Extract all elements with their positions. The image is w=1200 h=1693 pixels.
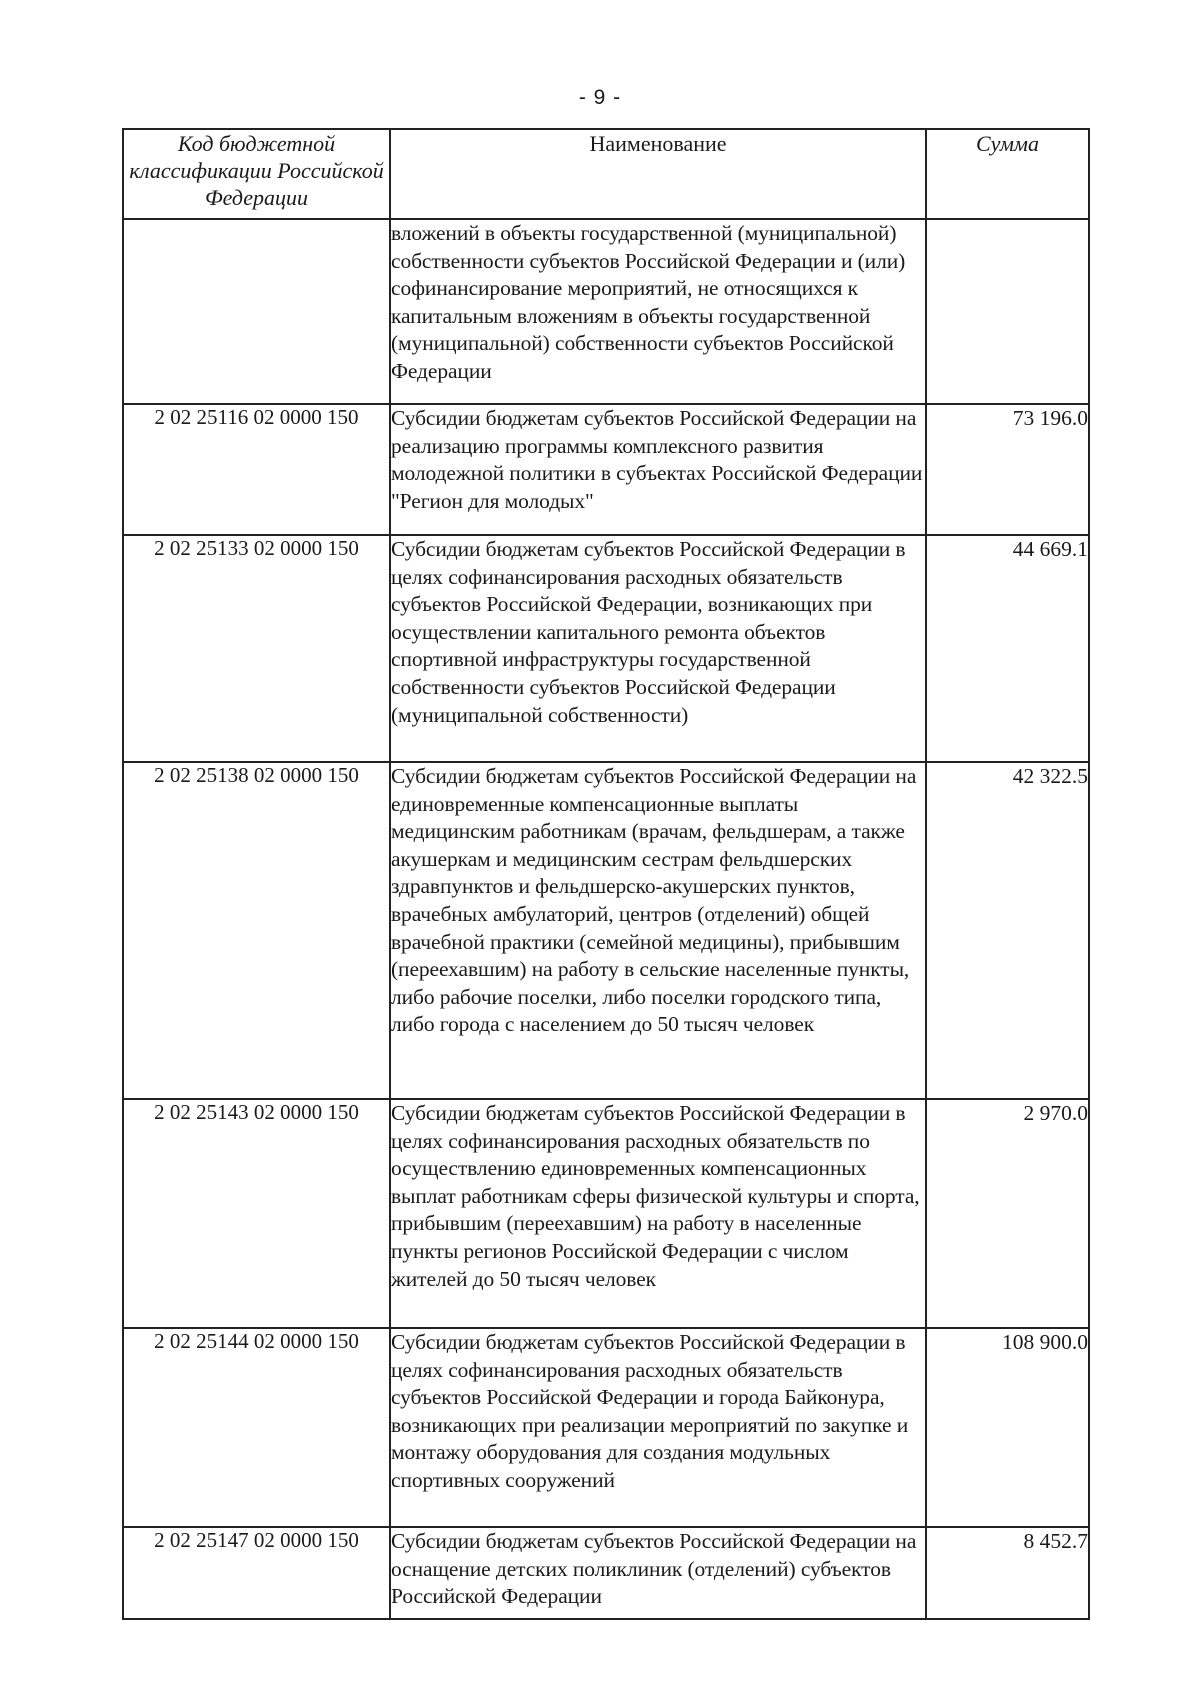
row-sum: 2 970.0 [926,1099,1089,1328]
table-header-row [123,129,1089,219]
header-code: Код бюджетной классификации Российской Федерации [123,129,390,219]
row-sum: 73 196.0 [926,404,1089,535]
table-row [123,219,1089,404]
row-name: Субсидии бюджетам субъектов Российской Федерации в целях софинансирования расходных обязательств по осуществлению единовременных компенсационных выплат работникам сферы физической культуры и спорта, прибывшим (переехавшим) на работу в населенные пункты регионов Российской Федерации с числом жителей до 50 тысяч человек [390,1099,926,1328]
table-row [123,1328,1089,1527]
page-number: - 9 - [578,86,622,109]
row-sum: 42 322.5 [926,762,1089,1099]
table-row [123,404,1089,535]
row-name: вложений в объекты государственной (муниципальной) собственности субъектов Российской Федерации и (или) софинансирование мероприятий, не относящихся к капитальным вложениям в объекты государственной (муниципальной) собственности субъектов Российской Федерации [390,219,926,404]
header-sum: Сумма [926,129,1089,219]
table-row [123,762,1089,1099]
row-code: 2 02 25133 02 0000 150 [123,535,390,762]
row-name: Субсидии бюджетам субъектов Российской Федерации в целях софинансирования расходных обязательств субъектов Российской Федерации, возникающих при осуществлении капитального ремонта объектов спортивной инфраструктуры государственной собственности субъектов Российской Федерации (муниципальной собственности) [390,535,926,762]
row-name: Субсидии бюджетам субъектов Российской Федерации на единовременные компенсационные выплаты медицинским работникам (врачам, фельдшерам, а также акушеркам и медицинским сестрам фельдшерских здравпунктов и фельдшерско-акушерских пунктов, врачебных амбулаторий, центров (отделений) общей врачебной практики (семейной медицины), прибывшим (переехавшим) на работу в сельские населенные пункты, либо рабочие поселки, либо поселки городского типа, либо города с населением до 50 тысяч человек [390,762,926,1099]
row-sum [926,219,1089,404]
row-name: Субсидии бюджетам субъектов Российской Федерации в целях софинансирования расходных обязательств субъектов Российской Федерации и города Байконура, возникающих при реализации мероприятий по закупке и монтажу оборудования для создания модульных спортивных сооружений [390,1328,926,1527]
row-code: 2 02 25138 02 0000 150 [123,762,390,1099]
table-row [123,1527,1089,1619]
row-code: 2 02 25143 02 0000 150 [123,1099,390,1328]
row-code [123,219,390,404]
row-name: Субсидии бюджетам субъектов Российской Федерации на оснащение детских поликлиник (отделений) субъектов Российской Федерации [390,1527,926,1619]
row-sum: 108 900.0 [926,1328,1089,1527]
row-code: 2 02 25147 02 0000 150 [123,1527,390,1619]
row-sum: 44 669.1 [926,535,1089,762]
table-row [123,535,1089,762]
row-code: 2 02 25144 02 0000 150 [123,1328,390,1527]
table-row [123,1099,1089,1328]
row-sum: 8 452.7 [926,1527,1089,1619]
row-code: 2 02 25116 02 0000 150 [123,404,390,535]
row-name: Субсидии бюджетам субъектов Российской Федерации на реализацию программы комплексного развития молодежной политики в субъектах Российской Федерации "Регион для молодых" [390,404,926,535]
budget-classification-table [122,128,1090,1620]
header-name: Наименование [390,129,926,219]
